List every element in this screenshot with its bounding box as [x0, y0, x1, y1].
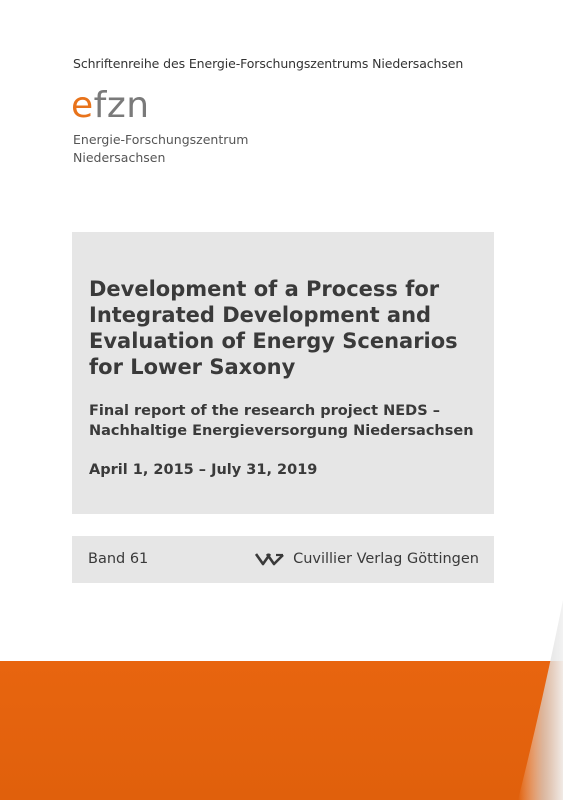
title-panel — [72, 232, 494, 514]
book-title-line-2: Integrated Development and — [89, 303, 432, 327]
logo-subtitle-line-2: Niedersachsen — [73, 150, 166, 165]
book-title-line-4: for Lower Saxony — [89, 355, 296, 379]
series-title: Schriftenreihe des Energie-Forschungszentrums Niedersachsen — [73, 56, 464, 71]
project-dates: April 1, 2015 – July 31, 2019 — [89, 462, 318, 478]
logo-subtitle-line-1: Energie-Forschungszentrum — [73, 132, 249, 147]
book-subtitle-line-2: Nachhaltige Energieversorgung Niedersachsen — [89, 423, 474, 439]
band-number: Band 61 — [88, 551, 149, 567]
book-subtitle-line-1: Final report of the research project NEDS – — [89, 403, 440, 419]
book-title-line-1: Development of a Process for — [89, 277, 440, 301]
orange-band — [0, 661, 563, 800]
logo-letter-e: e — [71, 85, 94, 126]
publisher-name: Cuvillier Verlag Göttingen — [293, 551, 479, 567]
cuvillier-logo-icon — [255, 551, 285, 567]
book-subtitle — [89, 401, 474, 441]
publisher — [255, 549, 479, 569]
logo-subtitle — [73, 131, 248, 167]
book-title — [89, 276, 484, 380]
logo-letters-fzn: fzn — [93, 85, 150, 126]
band-panel — [72, 536, 494, 583]
efzn-logo — [71, 86, 150, 126]
book-title-line-3: Evaluation of Energy Scenarios — [89, 329, 458, 353]
